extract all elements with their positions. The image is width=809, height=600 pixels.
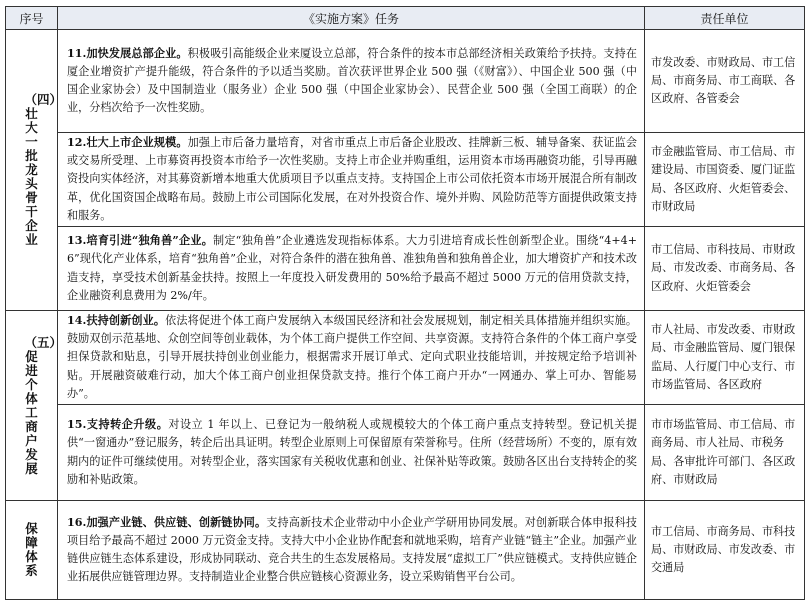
task-title: 15.支持转企升级。	[67, 418, 169, 432]
table-row	[6, 30, 805, 133]
group-label-cell	[6, 30, 63, 311]
header-task: 《实施方案》任务	[58, 7, 645, 30]
policy-task-table	[5, 6, 805, 600]
task-cell	[58, 311, 645, 405]
group-label: （四）壮大一批龙头骨干企业	[24, 92, 63, 247]
table-row	[6, 133, 805, 227]
table-row	[6, 405, 805, 501]
task-cell	[58, 405, 645, 501]
task-body: 制定“独角兽”企业遴选发现指标体系。大力引进培育成长性创新型企业。围绕“4+4+6”现代化产业体系，培育“独角兽”企业，对符合条件的潜在独角兽、准独角兽和独角兽企业，加大增资扩产和技术改造支持，享受技术创新基金扶持。按照上一年度投入研发费用的 50%给予最高不超过 5000 万元的信用贷款支持，企业融资利息费用为 2%/年。	[67, 234, 637, 302]
task-body: 支持高新技术企业带动中小企业产学研用协同发展。对创新联合体申报科技项目给予最高不超过 2000 万元资金支持。支持大中小企业协作配套和就地采购，培育产业链“链主”企业。加强产业链供应链生态体系建设，形成协同联动、竞合共生的生态发展格局。支持发展“虚拟工厂”供应链模式。支持供应链企业拓展供应链管理边界。支持制造业企业整合供应链核心资源业务，设立采购销售平台公司。	[67, 515, 637, 584]
group-label: 保障体系	[25, 521, 38, 579]
task-body: 加强上市后备力量培育，对省市重点上市后备企业股改、挂牌新三板、辅导备案、获证监会或交易所受理、上市募资再投资本市给予一次性奖励。支持上市企业并购重组，运用资本市场再融资功能，引导再融资投向实体经济，对其募资新增本地重大优质项目予以重点支持。支持国企上市公司依托资本市场开展混合所有制改革，优化国资国企战略布局。鼓励上市公司国际化发展，在对外投资合作、境外并购、风险防范等方面提供政策支持和服务。	[67, 136, 637, 222]
responsible-cell: 市工信局、市科技局、市财政局、市发改委、市商务局、各区政府、火炬管委会	[645, 227, 805, 311]
responsible-cell: 市发改委、市财政局、市工信局、市商务局、市工商联、各区政府、各管委会	[645, 30, 805, 133]
table-row	[6, 501, 805, 600]
table-row	[6, 227, 805, 311]
task-cell	[58, 30, 645, 133]
header-seq: 序号	[6, 7, 58, 30]
task-cell	[58, 501, 645, 600]
responsible-cell: 市金融监管局、市工信局、市建设局、市国资委、厦门证监局、各区政府、火炬管委会、市财政局	[645, 133, 805, 227]
table-row	[6, 311, 805, 405]
group-label-cell	[6, 311, 63, 501]
task-title: 14.扶持创新创业。	[67, 314, 166, 328]
task-title: 11.加快发展总部企业。	[67, 46, 188, 60]
group-label: （五）促进个体工商户发展	[24, 334, 63, 476]
task-title: 13.培育引进“独角兽”企业。	[67, 234, 214, 248]
task-cell	[58, 227, 645, 311]
task-body: 对设立 1 年以上、已登记为一般纳税人或规模较大的个体工商户重点支持转型。登记机关提供“一窗通办”登记服务，转企后出具证明。转型企业原则上可保留原有荣誉称号。住所（经营场所）不变的，原有效期内的证件可继续使用。对转型企业，落实国家有关税收优惠和创业、社保补贴等政策。鼓励各区出台支持转企的奖励和补贴政策。	[67, 418, 637, 486]
task-title: 12.壮大上市企业规模。	[67, 136, 188, 149]
task-body: 依法将促进个体工商户发展纳入本级国民经济和社会发展规划，制定相关具体措施并组织实施。鼓励双创示范基地、众创空间等创业载体，为个体工商户提供工作空间、共享资源。支持符合条件的个体工商户享受担保贷款和贴息，引导开展扶持创业创业能力，根据需求开展订单式、定向式职业技能培训，并按规定给予培训补贴。开展融资破难行动，加大个体工商户创业担保贷款支持。推行个体工商户开办“一网通办、掌上可办、智能易办”。	[67, 314, 637, 400]
task-body: 积极吸引高能级企业来厦设立总部，符合条件的按本市总部经济相关政策给予扶持。支持在厦企业增资扩产提升能级，符合条件的予以适当奖励。首次获评世界企业 500 强（《财富》）、中国企业 500 强（中国企业家协会）及中国制造业（服务业）企业 500 强（中国企业家协会）、民营企业 500 强（全国工商联）的企业，分档次给予一次性奖励。	[67, 46, 637, 115]
responsible-cell: 市人社局、市发改委、市财政局、市金融监管局、厦门银保监局、人行厦门中心支行、市市场监管局、各区政府	[645, 311, 805, 405]
group-label-cell	[6, 501, 58, 600]
responsible-cell: 市工信局、市商务局、市科技局、市财政局、市发改委、市交通局	[645, 501, 805, 600]
header-responsible: 责任单位	[645, 7, 805, 30]
task-cell	[58, 133, 645, 227]
table-header-row	[6, 7, 805, 30]
responsible-cell: 市市场监管局、市工信局、市商务局、市人社局、市税务局、各审批许可部门、各区政府、市财政局	[645, 405, 805, 501]
task-title: 16.加强产业链、供应链、创新链协同。	[67, 515, 267, 529]
